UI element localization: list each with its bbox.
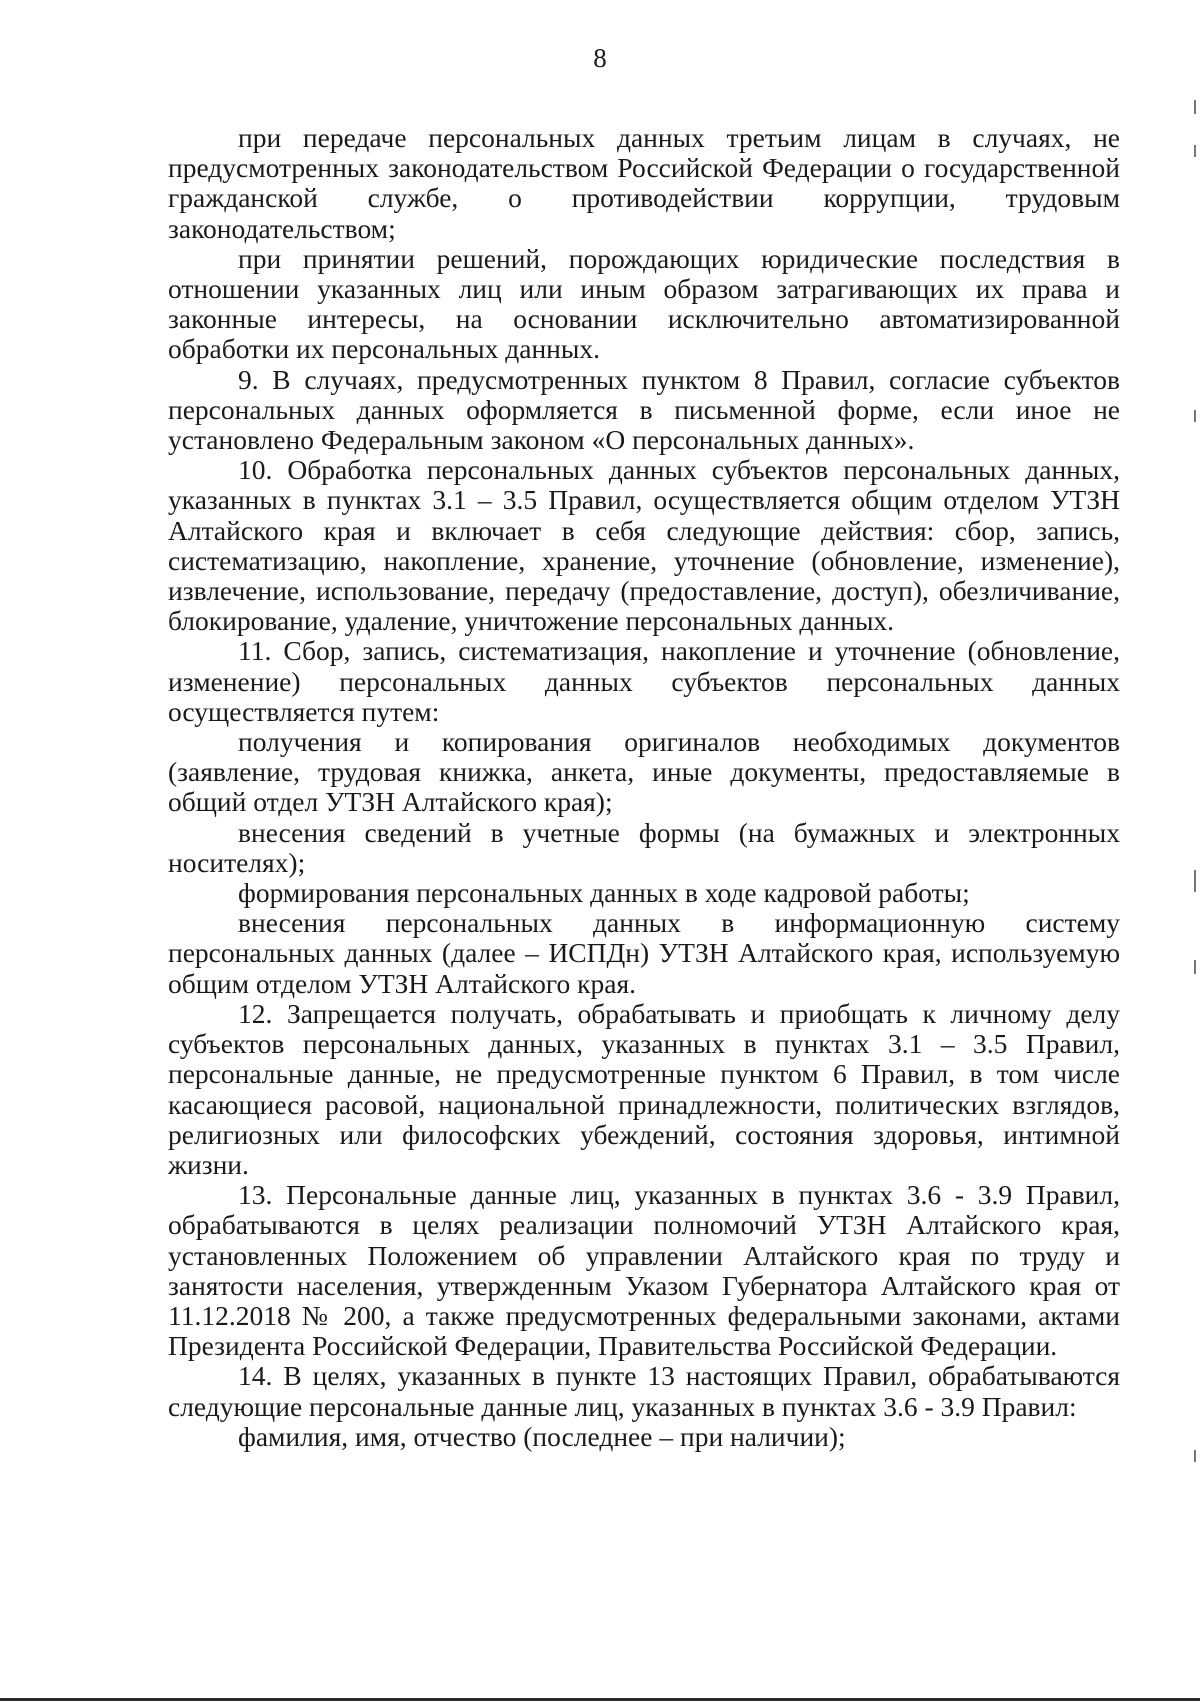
list-item-accounting-forms: внесения сведений в учетные формы (на бумажных и электронных носителях); <box>168 816 1120 878</box>
list-item-information-system: внесения персональных данных в информационную систему персональных данных (далее – ИСПДн) УТЗН Алтайского края, используемую общим отделом УТЗН Алтайского края. <box>168 907 1120 999</box>
scan-edge-mark <box>1194 870 1196 892</box>
paragraph-12: 12. Запрещается получать, обрабатывать и приобщать к личному делу субъектов персональных данных, указанных в пунктах 3.1 – 3.5 Правил, персональные данные, не предусмотренные пунктом 6 Правил, в том числе касающиеся расовой, национальной принадлежности, политических взглядов, религиозных или философских убеждений, состояния здоровья, интимной жизни. <box>168 997 1120 1180</box>
scan-bottom-border <box>0 1698 1200 1701</box>
list-item-hr-work: формирования персональных данных в ходе кадровой работы; <box>238 877 970 909</box>
scan-edge-mark <box>1194 1450 1196 1462</box>
paragraph-13: 13. Персональные данные лиц, указанных в пунктах 3.6 - 3.9 Правил, обрабатываются в целях реализации полномочий УТЗН Алтайского края, установленных Положением об управлении Алтайского края по труду и занятости населения, утвержденным Указом Губернатора Алтайского края от 11.12.2018 № 200, а также предусмотренных федеральными законами, актами Президента Российской Федерации, Правительства Российской Федерации. <box>168 1179 1120 1362</box>
scan-edge-mark <box>1194 410 1196 422</box>
paragraph-automated-decisions: при принятии решений, порождающих юридические последствия в отношении указанных лиц или иным образом затрагивающих их права и законные интересы, на основании исключительно автоматизированной обработки их персональных данных. <box>168 242 1120 365</box>
scan-edge-mark <box>1194 100 1196 114</box>
list-item-full-name: фамилия, имя, отчество (последнее – при наличии); <box>238 1420 846 1452</box>
scan-edge-mark <box>1194 145 1196 157</box>
paragraph-11: 11. Сбор, запись, систематизация, накопление и уточнение (обновление, изменение) персональных данных субъектов персональных данных осуществляется путем: <box>168 635 1120 727</box>
list-item-copying-documents: получения и копирования оригиналов необходимых документов (заявление, трудовая книжка, анкета, иные документы, предоставляемые в общий отдел УТЗН Алтайского края); <box>168 726 1120 818</box>
paragraph-14: 14. В целях, указанных в пункте 13 настоящих Правил, обрабатываются следующие персональные данные лиц, указанных в пунктах 3.6 - 3.9 Правил: <box>168 1360 1120 1422</box>
page-number: 8 <box>593 43 607 73</box>
paragraph-10: 10. Обработка персональных данных субъектов персональных данных, указанных в пунктах 3.1 – 3.5 Правил, осуществляется общим отделом УТЗН Алтайского края и включает в себя следующие действия: сбор, запись, систематизацию, накопление, хранение, уточнение (обновление, изменение), извлечение, использование, передачу (предоставление, доступ), обезличивание, блокирование, удаление, уничтожение персональных данных. <box>168 454 1120 637</box>
paragraph-third-parties: при передаче персональных данных третьим лицам в случаях, не предусмотренных законодательством Российской Федерации о государственной гражданской службе, о противодействии коррупции, трудовым законодательством; <box>168 122 1120 244</box>
document-body <box>168 123 1120 1452</box>
paragraph-9: 9. В случаях, предусмотренных пунктом 8 Правил, согласие субъектов персональных данных оформляется в письменной форме, если иное не установлено Федеральным законом «О персональных данных». <box>168 363 1120 456</box>
scan-edge-mark <box>1194 960 1196 974</box>
